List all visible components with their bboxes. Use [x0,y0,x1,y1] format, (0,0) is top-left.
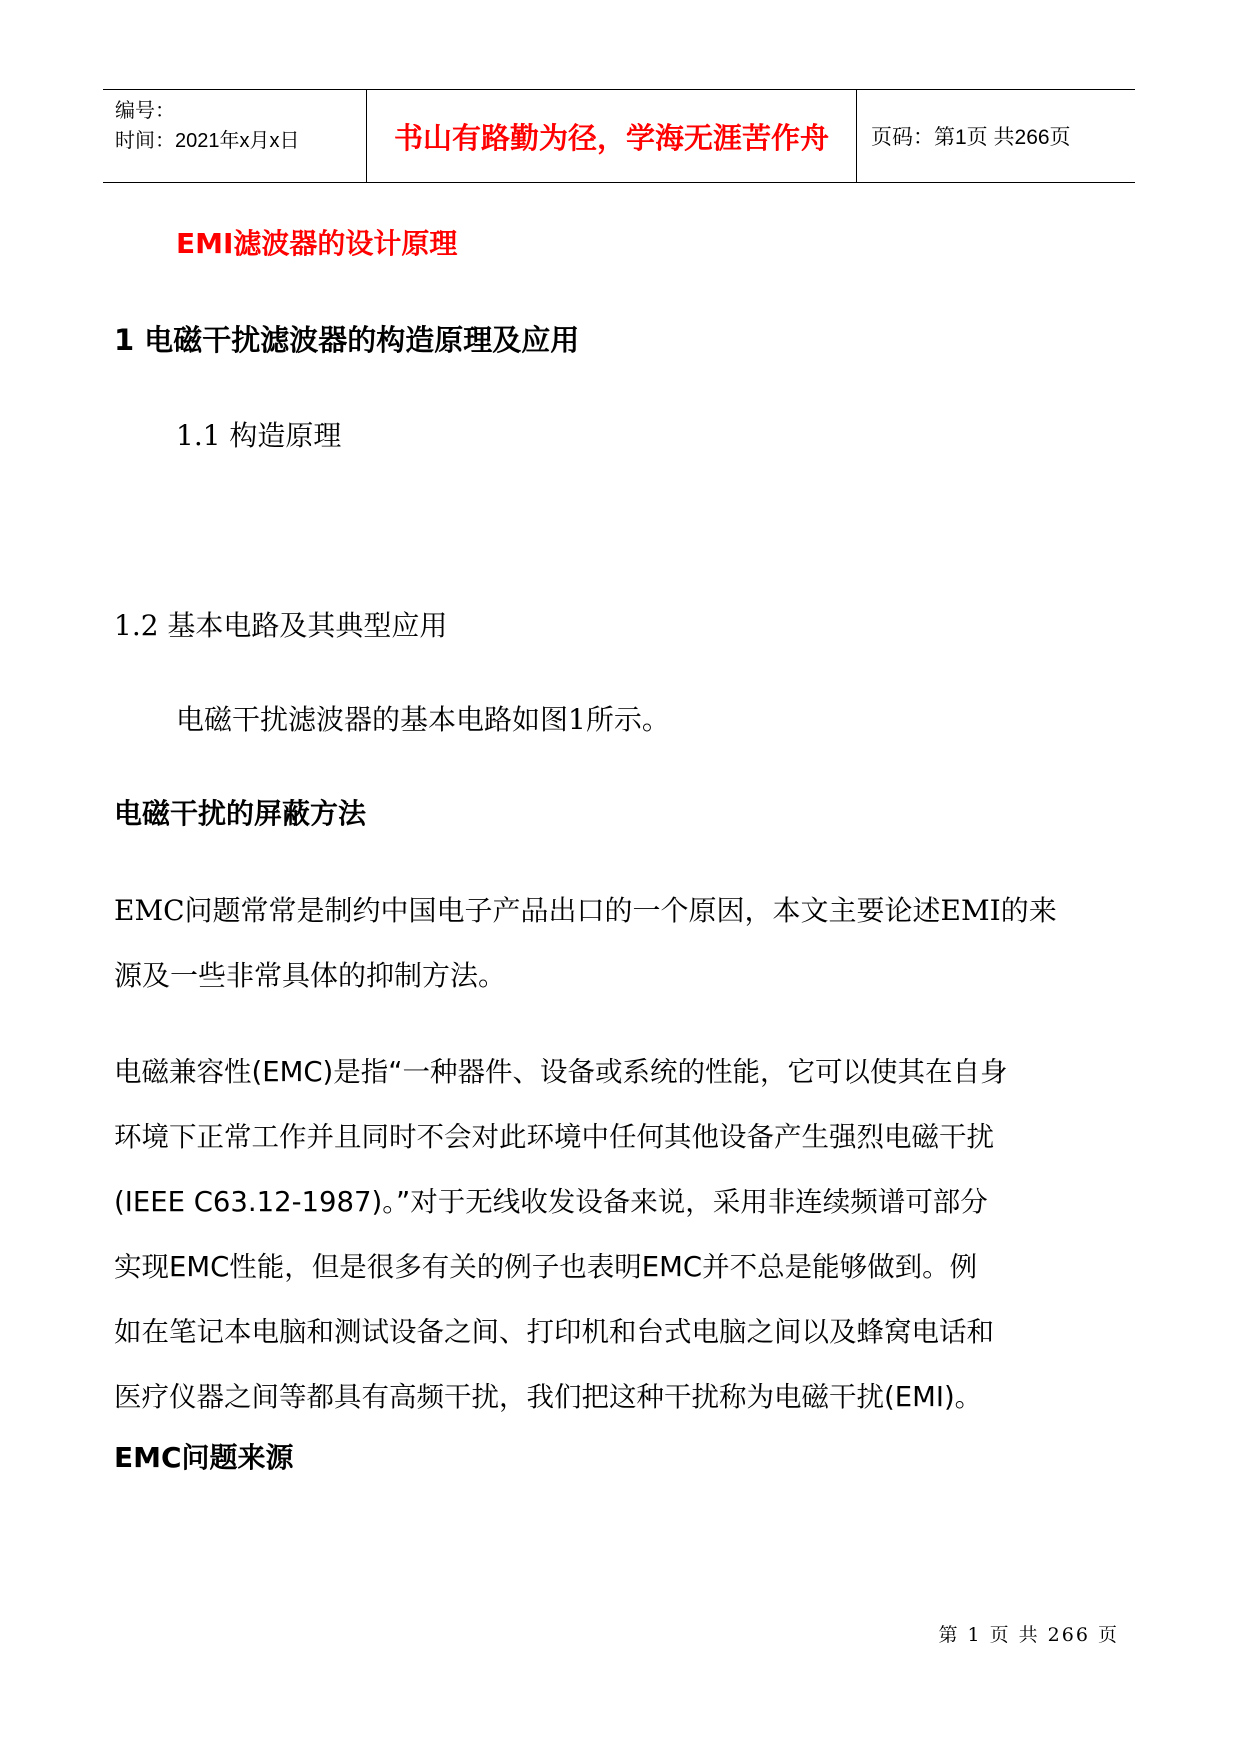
paragraph-line: 环境下正常工作并且同时不会对此环境中任何其他设备产生强烈电磁干扰 [114,1121,994,1153]
paragraph-line: (IEEE C63.12-1987)。”对于无线收发设备来说，采用非连续频谱可部分 [114,1186,988,1218]
section-heading-1-1: 1.1 构造原理 [176,419,342,452]
section-heading-1: 1 电磁干扰滤波器的构造原理及应用 [114,323,580,357]
shield-method-heading: 电磁干扰的屏蔽方法 [114,797,367,830]
header-page-cell [857,90,1135,182]
number-label: 编号： [115,100,175,122]
paragraph-line: 源及一些非常具体的抑制方法。 [114,959,507,992]
section-1-2-text: 电磁干扰滤波器的基本电路如图1所示。 [176,703,670,736]
paragraph-line: 如在笔记本电脑和测试设备之间、打印机和台式电脑之间以及蜂窝电话和 [114,1316,994,1348]
paragraph-line: 电磁兼容性(EMC)是指“一种器件、设备或系统的性能，它可以使其在自身 [114,1056,1008,1088]
motto-text: 书山有路勤为径，学海无涯苦作舟 [393,120,829,155]
paragraph-emc-intro [114,878,1134,1008]
footer-page-number: 第 1 页 共 266 页 [938,1624,1119,1646]
header-meta-cell [103,90,367,182]
time-label: 时间：2021年x月x日 [115,130,300,152]
header-table [103,89,1135,183]
paragraph-line: EMC问题常常是制约中国电子产品出口的一个原因，本文主要论述EMI的来 [114,894,1057,927]
document-title: EMI滤波器的设计原理 [176,227,458,260]
paragraph-line: 实现EMC性能，但是很多有关的例子也表明EMC并不总是能够做到。例 [114,1251,978,1283]
header-motto-cell [367,90,857,182]
paragraph-line: 医疗仪器之间等都具有高频干扰，我们把这种干扰称为电磁干扰(EMI)。 [114,1381,983,1413]
paragraph-emc-definition [114,1040,1134,1430]
section-heading-1-2: 1.2 基本电路及其典型应用 [114,609,448,642]
page-info: 页码：第1页 共266页 [871,126,1071,149]
emc-source-heading: EMC问题来源 [114,1441,294,1474]
